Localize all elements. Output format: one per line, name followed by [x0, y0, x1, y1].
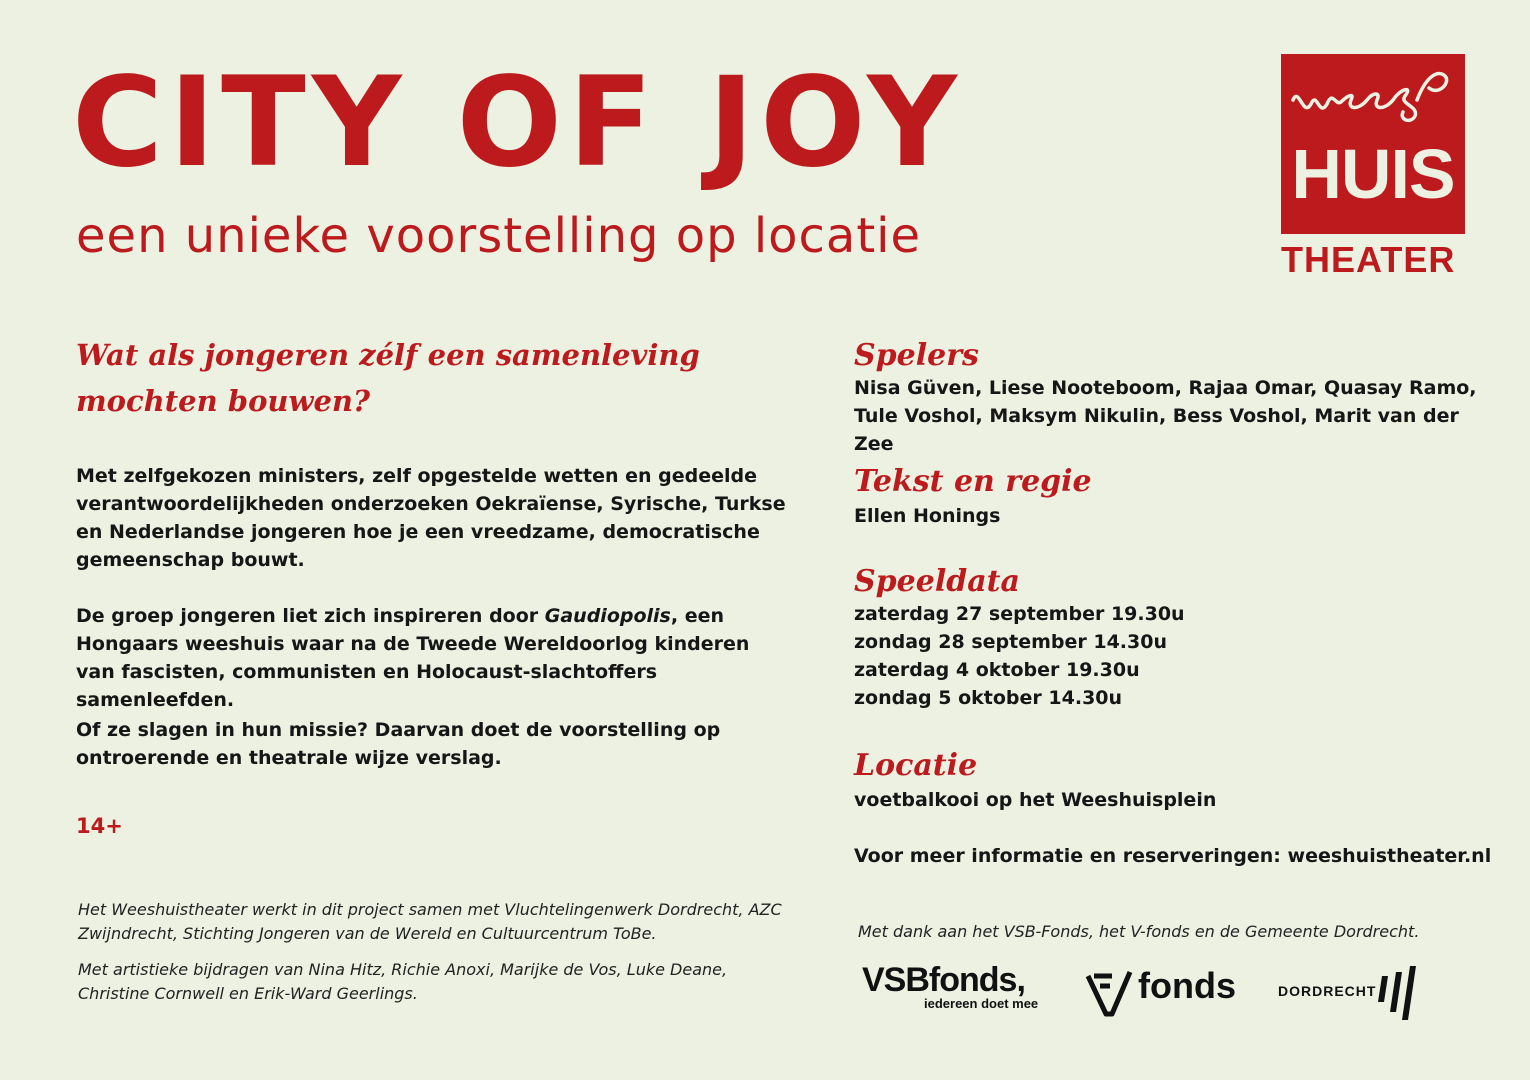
logo-theater-text: THEATER	[1281, 239, 1456, 280]
p2-text-after: , een Hongaars weeshuis waar na de Tweede Wereldoorlog kinderen van fascisten, communisten en Holocaust-slachtoffers samenleefden.	[76, 605, 750, 711]
p2-text-before: De groep jongeren liet zich inspireren door	[76, 605, 545, 627]
weeshuistheater-logo	[1281, 54, 1465, 234]
page-title: CITY OF JOY	[72, 51, 963, 195]
wees-script-logo	[1289, 66, 1457, 130]
date-item: zondag 28 september 14.30u	[854, 631, 1167, 653]
logo-huis-text: HUIS	[1291, 135, 1455, 213]
vsbfonds-logo-text: VSBfonds,	[862, 961, 1025, 999]
spelers-heading: Spelers	[854, 338, 979, 373]
intro-question: Wat als jongeren zélf een samenleving mochten bouwen?	[76, 338, 700, 418]
dordrecht-mark-icon	[1372, 962, 1418, 1022]
vfonds-logo	[1084, 962, 1244, 1020]
intro-paragraph-3: Of ze slagen in hun missie? Daarvan doet de voorstelling op ontroerende en theatrale wijze verslag.	[76, 719, 721, 769]
dordrecht-text: DORDRECHT	[1278, 983, 1377, 999]
p2-emphasis: Gaudiopolis	[544, 605, 671, 627]
date-item: zaterdag 4 oktober 19.30u	[854, 659, 1140, 681]
page-subtitle: een unieke voorstelling op locatie	[76, 208, 922, 264]
vsbfonds-logo	[862, 962, 1052, 1014]
tekst-heading: Tekst en regie	[854, 464, 1092, 499]
contributors-note: Met artistieke bijdragen van Nina Hitz, Richie Anoxi, Marijke de Vos, Luke Deane, Christine Cornwell en Erik-Ward Geerlings.	[78, 960, 728, 1003]
intro-paragraph-1: Met zelfgekozen ministers, zelf opgestelde wetten en gedeelde verantwoordelijkheden onderzoeken Oekraïense, Syrische, Turkse en Nederlandse jongeren hoe je een vreedzame, democratische gemeenschap bouwt.	[76, 465, 786, 571]
locatie-value: voetbalkooi op het Weeshuisplein	[854, 789, 1217, 811]
date-item: zaterdag 27 september 19.30u	[854, 603, 1185, 625]
vsbfonds-tagline: iedereen doet mee	[924, 996, 1039, 1011]
tekst-value: Ellen Honings	[854, 505, 1001, 527]
more-info: Voor meer informatie en reserveringen: weeshuistheater.nl	[854, 845, 1492, 867]
intro-paragraph-2	[76, 602, 786, 714]
sponsor-thanks: Met dank aan het VSB-Fonds, het V-fonds en de Gemeente Dordrecht.	[858, 922, 1420, 941]
speeldata-heading: Speeldata	[854, 564, 1020, 599]
vfonds-mark-icon	[1084, 966, 1136, 1018]
speeldata-list	[854, 600, 1494, 712]
age-rating: 14+	[76, 814, 123, 838]
spelers-list: Nisa Güven, Liese Nooteboom, Rajaa Omar, Quasay Ramo, Tule Voshol, Maksym Nikulin, Bess Voshol, Marit van der Zee	[854, 377, 1477, 455]
vfonds-text: fonds	[1138, 965, 1236, 1006]
dordrecht-logo	[1278, 962, 1438, 1024]
locatie-heading: Locatie	[854, 748, 978, 783]
partners-note: Het Weeshuistheater werkt in dit project samen met Vluchtelingenwerk Dordrecht, AZC Zwijndrecht, Stichting Jongeren van de Wereld en Cultuurcentrum ToBe.	[78, 900, 782, 943]
date-item: zondag 5 oktober 14.30u	[854, 687, 1123, 709]
